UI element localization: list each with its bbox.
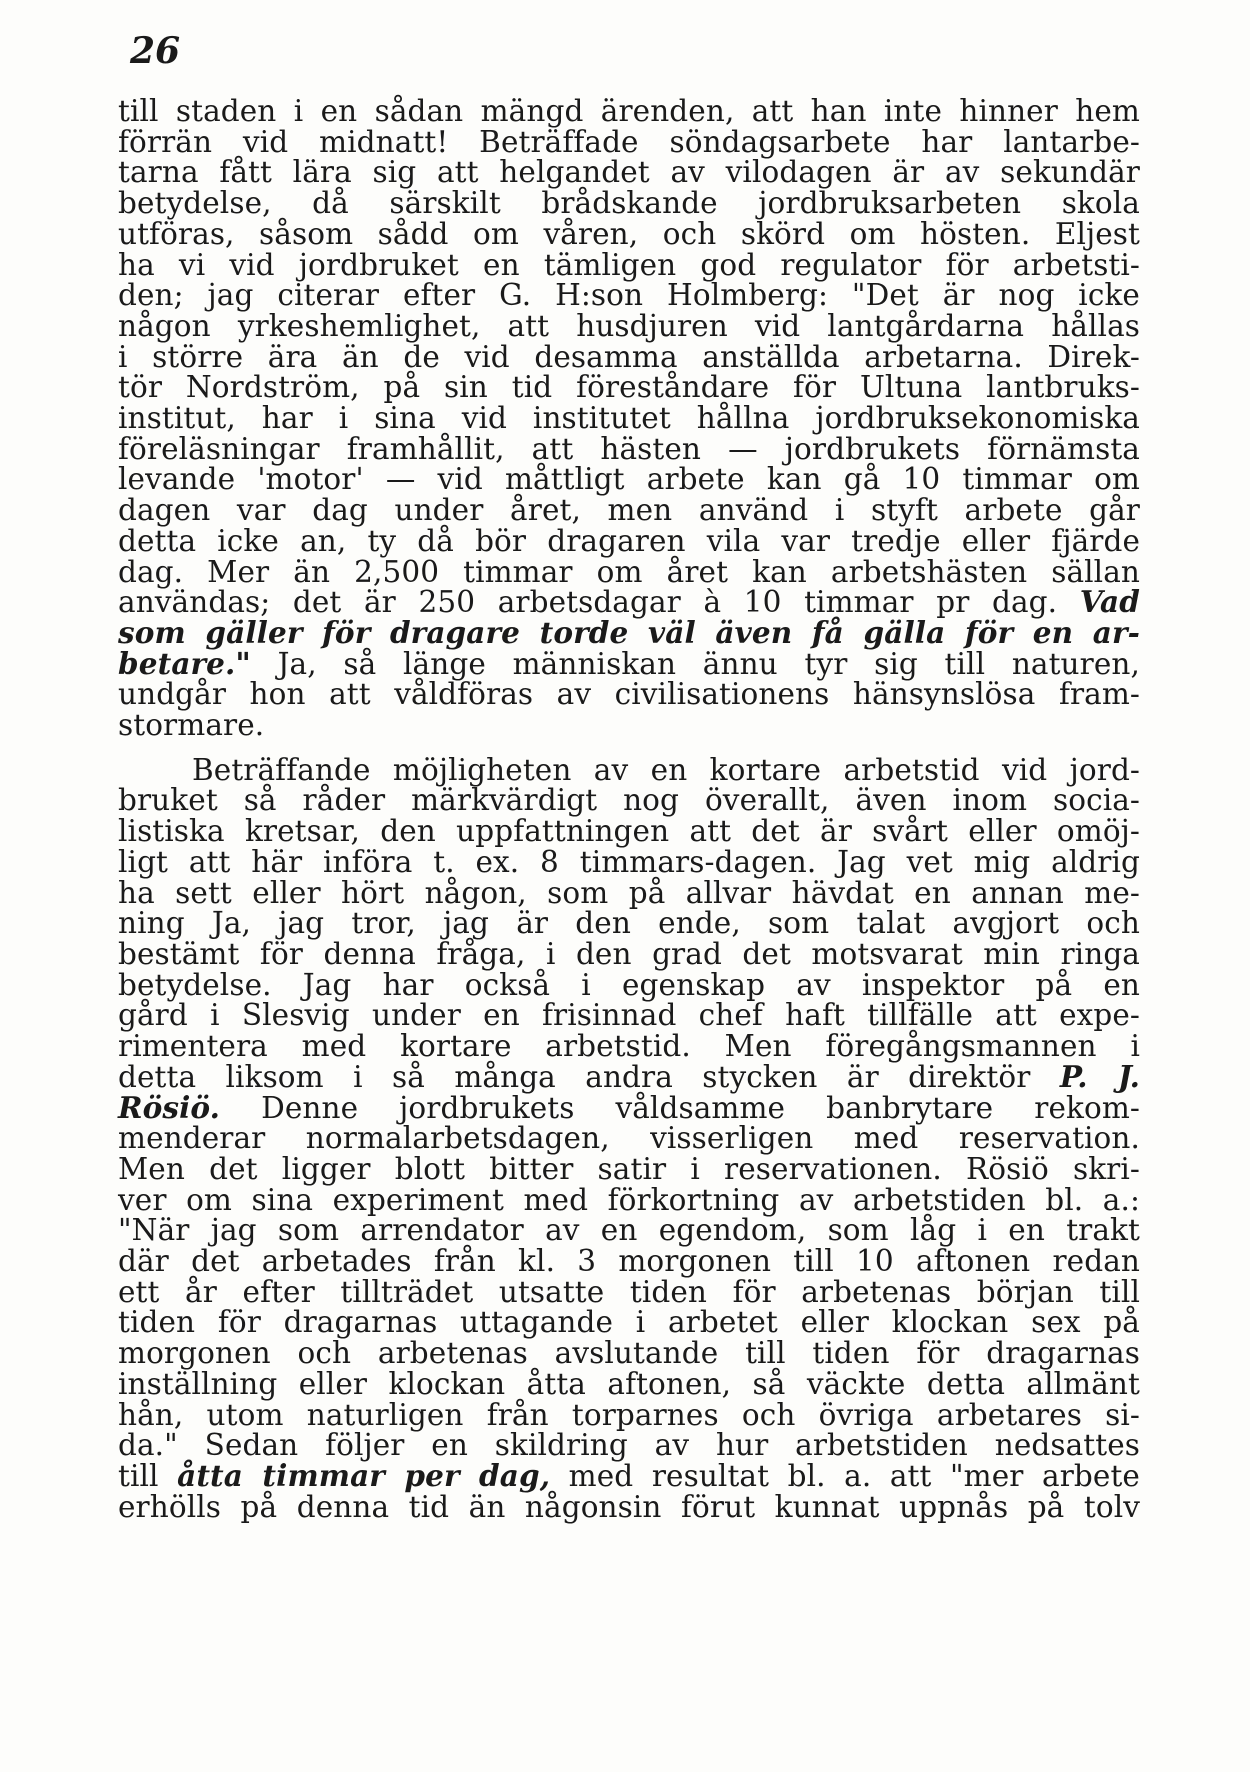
text-line: ligt att här införa t. ex. 8 timmars-dagen. Jag vet mig aldrig bbox=[118, 844, 1140, 879]
text-line-mixed bbox=[118, 645, 1140, 681]
text-line: da." Sedan följer en skildring av hur arbetstiden nedsattes bbox=[118, 1428, 1140, 1463]
italic-run: P. J. bbox=[1059, 1058, 1141, 1094]
text-line: Beträffande möjligheten av en kortare arbetstid vid jord- bbox=[192, 752, 1140, 787]
text-line: utföras, såsom sådd om våren, och skörd om hösten. Eljest bbox=[118, 216, 1140, 251]
text-line: rimentera med kortare arbetstid. Men föregångsmannen i bbox=[118, 1029, 1140, 1064]
text-line: i större ära än de vid desamma anställda arbetarna. Direk- bbox=[118, 339, 1140, 374]
text-line: listiska kretsar, den uppfattningen att det är svårt eller omöj- bbox=[118, 814, 1140, 849]
paragraph-1 bbox=[118, 96, 1140, 741]
text-line: den; jag citerar efter G. H:son Holmberg: "Det är nog icke bbox=[118, 278, 1140, 313]
italic-run: som gäller för dragare torde väl även få gälla för en ar- bbox=[118, 614, 1140, 650]
text-line: levande 'motor' — vid måttligt arbete kan gå 10 timmar om bbox=[118, 462, 1140, 497]
text-line: bruket så råder märkvärdigt nog överallt, även inom socia- bbox=[118, 783, 1140, 818]
text-line: någon yrkeshemlighet, att husdjuren vid lantgårdarna hållas bbox=[118, 308, 1140, 343]
italic-run: åtta timmar per dag, bbox=[177, 1457, 551, 1493]
text-line: dagen var dag under året, men använd i styft arbete går bbox=[118, 493, 1140, 528]
text-line: föreläsningar framhållit, att hästen — jordbrukets förnämsta bbox=[118, 431, 1140, 466]
text-line: undgår hon att våldföras av civilisationens hänsynslösa fram- bbox=[118, 677, 1140, 712]
text-line: betydelse, då särskilt brådskande jordbruksarbeten skola bbox=[118, 186, 1140, 221]
text-line: morgonen och arbetenas avslutande till tiden för dragarnas bbox=[118, 1336, 1140, 1371]
text-run: detta liksom i så många andra stycken är direktör bbox=[118, 1059, 1031, 1094]
text-line: ning Ja, jag tror, jag är den ende, som talat avgjort och bbox=[118, 906, 1140, 941]
text-line: bestämt för denna fråga, i den grad det motsvarat min ringa bbox=[118, 936, 1140, 971]
italic-run: Vad bbox=[1079, 584, 1140, 620]
text-line: Men det ligger blott bitter satir i reservationen. Rösiö skri- bbox=[118, 1151, 1140, 1186]
text-run: Ja, så länge människan ännu tyr sig till naturen, bbox=[250, 646, 1140, 681]
text-line: till staden i en sådan mängd ärenden, att han inte hinner hem bbox=[118, 94, 1140, 128]
text-line: institut, har i sina vid institutet hållna jordbruksekonomiska bbox=[118, 401, 1140, 436]
italic-run: Rösiö. bbox=[118, 1089, 221, 1125]
text-line: gård i Slesvig under en frisinnad chef haft tillfälle att expe- bbox=[118, 998, 1140, 1033]
text-line: ett år efter tillträdet utsatte tiden för arbetenas början till bbox=[118, 1274, 1140, 1309]
text-line: ha vi vid jordbruket en tämligen god regulator för arbetsti- bbox=[118, 247, 1140, 282]
text-line-mixed bbox=[118, 1457, 1140, 1493]
text-line: ver om sina experiment med förkortning av arbetstiden bl. a.: bbox=[118, 1182, 1140, 1217]
text-line: där det arbetades från kl. 3 morgonen till 10 aftonen redan bbox=[118, 1244, 1140, 1279]
text-line: betydelse. Jag har också i egenskap av inspektor på en bbox=[118, 967, 1140, 1002]
text-run: med resultat bl. a. att "mer arbete bbox=[568, 1458, 1140, 1493]
text-line: tarna fått lära sig att helgandet av vilodagen är av sekundär bbox=[118, 155, 1140, 190]
text-line-mixed bbox=[118, 1089, 1140, 1125]
text-line: erhölls på denna tid än någonsin förut kunnat uppnås på tolv bbox=[118, 1489, 1140, 1524]
text-run: Denne jordbrukets våldsamme banbrytare rekom- bbox=[220, 1090, 1140, 1125]
text-line: stormare. bbox=[118, 708, 265, 743]
text-line-mixed bbox=[118, 1058, 1141, 1094]
text-line: detta icke an, ty då bör dragaren vila var tredje eller fjärde bbox=[118, 523, 1140, 558]
body-text bbox=[118, 96, 1140, 1522]
text-line: dag. Mer än 2,500 timmar om året kan arbetshästen sällan bbox=[118, 554, 1140, 589]
text-line-mixed bbox=[118, 584, 1140, 620]
text-line: menderar normalarbetsdagen, visserligen med reservation. bbox=[118, 1121, 1140, 1156]
text-run: till bbox=[118, 1458, 159, 1493]
text-line: förrän vid midnatt! Beträffade söndagsarbete har lantarbe- bbox=[118, 124, 1140, 159]
italic-run: betare." bbox=[118, 645, 251, 681]
text-line: inställning eller klockan åtta aftonen, så väckte detta allmänt bbox=[118, 1366, 1140, 1401]
text-run: användas; det är 250 arbetsdagar à 10 timmar pr dag. bbox=[118, 585, 1058, 620]
text-line: ha sett eller hört någon, som på allvar hävdat en annan me- bbox=[118, 875, 1140, 910]
page-number: 26 bbox=[130, 30, 181, 72]
text-line: tiden för dragarnas uttagande i arbetet eller klockan sex på bbox=[118, 1305, 1140, 1340]
paragraph-2 bbox=[118, 752, 1141, 1524]
text-line: "När jag som arrendator av en egendom, som låg i en trakt bbox=[118, 1213, 1140, 1248]
text-line-italic bbox=[118, 614, 1140, 650]
text-line: hån, utom naturligen från torparnes och övriga arbetares si- bbox=[118, 1397, 1140, 1432]
text-line: tör Nordström, på sin tid föreståndare för Ultuna lantbruks- bbox=[118, 370, 1140, 405]
